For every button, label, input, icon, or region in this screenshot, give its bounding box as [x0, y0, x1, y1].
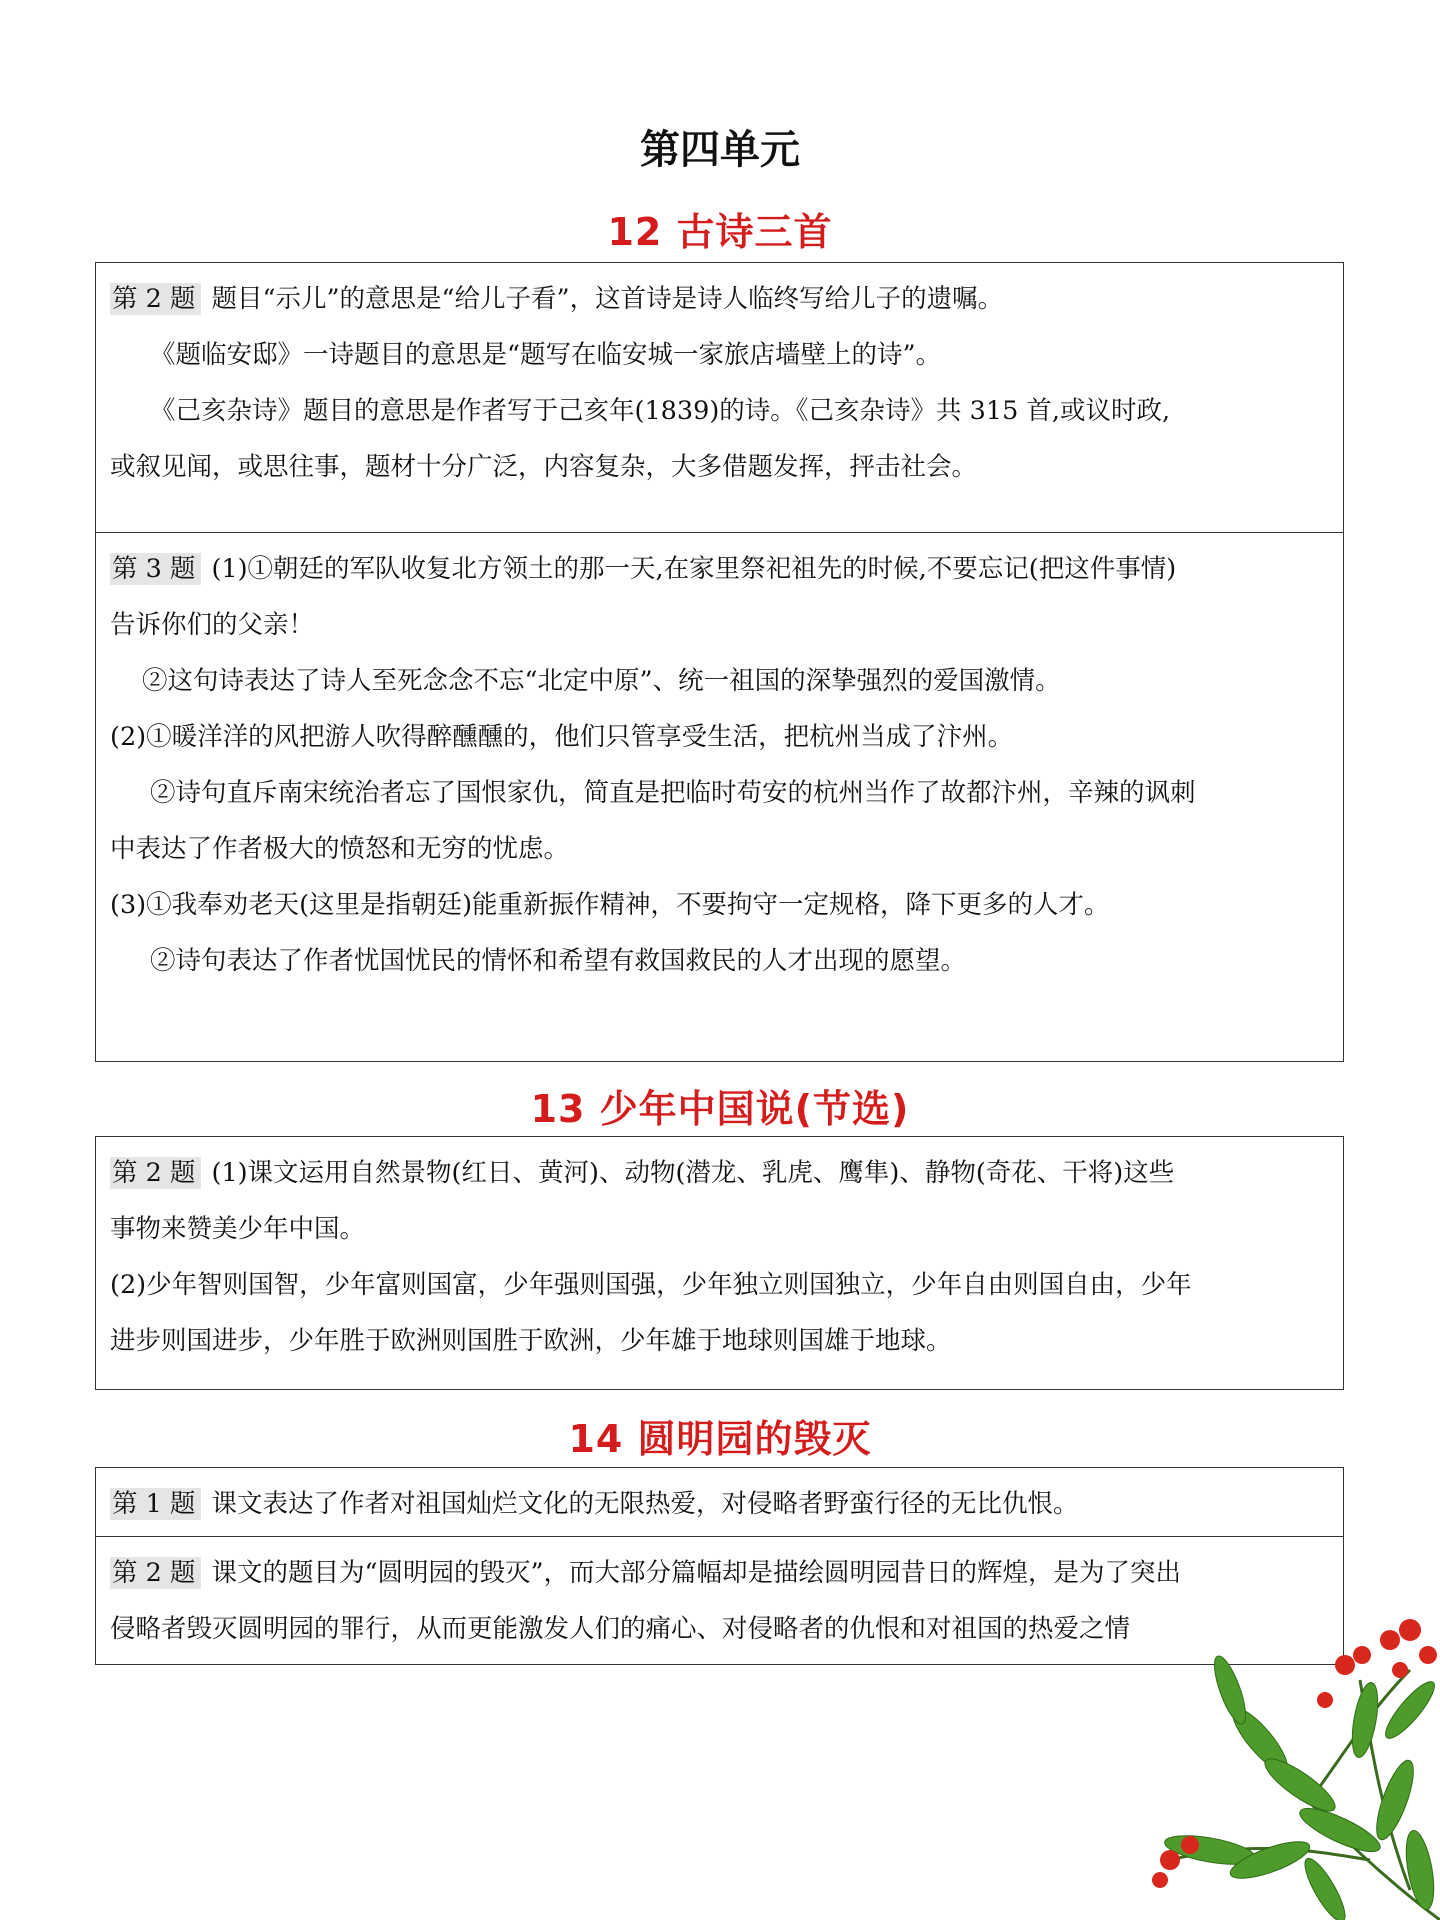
answer-line — [110, 1145, 1329, 1201]
question-label: 第 1 题 — [110, 1488, 201, 1520]
lesson-title-14: 14 圆明园的毁灭 — [568, 1417, 872, 1461]
answer-text: (1)课文运用自然景物(红日、黄河)、动物(潜龙、乳虎、鹰隼)、静物(奇花、干将)这些 — [211, 1158, 1175, 1188]
question-label: 第 2 题 — [110, 1157, 201, 1189]
answer-line: 事物来赞美少年中国。 — [110, 1214, 366, 1244]
answer-text: 课文的题目为“圆明园的毁灭”，而大部分篇幅却是描绘圆明园昔日的辉煌，是为了突出 — [211, 1558, 1182, 1588]
answer-section-q1 — [96, 1468, 1343, 1537]
question-label: 第 3 题 — [110, 553, 201, 585]
answer-text: (1)①朝廷的军队收复北方领土的那一天,在家里祭祀祖先的时候,不要忘记(把这件事情) — [211, 554, 1177, 584]
answer-line: 《己亥杂诗》题目的意思是作者写于己亥年(1839)的诗。《己亥杂诗》共 315 首,或议时政, — [150, 396, 1171, 426]
lesson-title-12: 12 古诗三首 — [607, 210, 833, 254]
answer-section-q2 — [96, 1137, 1343, 1369]
answer-line — [110, 271, 1329, 327]
question-label: 第 2 题 — [110, 1557, 201, 1589]
answer-line: 告诉你们的父亲！ — [110, 610, 315, 640]
answer-line: ②诗句表达了作者忧国忧民的情怀和希望有救国救民的人才出现的愿望。 — [150, 946, 967, 976]
answer-line: ②诗句直斥南宋统治者忘了国恨家仇，简直是把临时苟安的杭州当作了故都汴州，辛辣的讽刺 — [150, 778, 1196, 808]
answer-line: (2)少年智则国智，少年富则国富，少年强则国强，少年独立则国独立，少年自由则国自由，少年 — [110, 1270, 1192, 1300]
answer-line — [110, 541, 1329, 597]
answer-text: 课文表达了作者对祖国灿烂文化的无限热爱，对侵略者野蛮行径的无比仇恨。 — [211, 1489, 1079, 1519]
unit-title: 第四单元 — [640, 127, 800, 173]
answer-line: 进步则国进步，少年胜于欧洲则国胜于欧洲，少年雄于地球则国雄于地球。 — [110, 1326, 952, 1356]
answer-box-lesson-12 — [95, 262, 1344, 1062]
answer-line: ②这句诗表达了诗人至死念念不忘“北定中原”、统一祖国的深挚强烈的爱国激情。 — [142, 666, 1061, 696]
answer-line: 或叙见闻，或思往事，题材十分广泛，内容复杂，大多借题发挥，抨击社会。 — [110, 452, 978, 482]
answer-line: 《题临安邸》一诗题目的意思是“题写在临安城一家旅店墙壁上的诗”。 — [150, 340, 942, 370]
lesson-title-13: 13 少年中国说(节选) — [530, 1087, 910, 1131]
answer-section-q2 — [96, 263, 1343, 533]
plant-decoration-icon — [1110, 1560, 1440, 1920]
question-label: 第 2 题 — [110, 283, 201, 315]
answer-line — [110, 1476, 1329, 1532]
answer-section-q3 — [96, 533, 1343, 1060]
answer-box-lesson-13 — [95, 1136, 1344, 1390]
answer-line: 侵略者毁灭圆明园的罪行，从而更能激发人们的痛心、对侵略者的仇恨和对祖国的热爱之情 — [110, 1614, 1131, 1644]
answer-line: (2)①暖洋洋的风把游人吹得醉醺醺的，他们只管享受生活，把杭州当成了汴州。 — [110, 722, 1014, 752]
answer-text: 题目“示儿”的意思是“给儿子看”，这首诗是诗人临终写给儿子的遗嘱。 — [211, 284, 1004, 314]
answer-line: 中表达了作者极大的愤怒和无穷的忧虑。 — [110, 834, 570, 864]
answer-line: (3)①我奉劝老天(这里是指朝廷)能重新振作精神，不要拘守一定规格，降下更多的人才。 — [110, 890, 1110, 920]
